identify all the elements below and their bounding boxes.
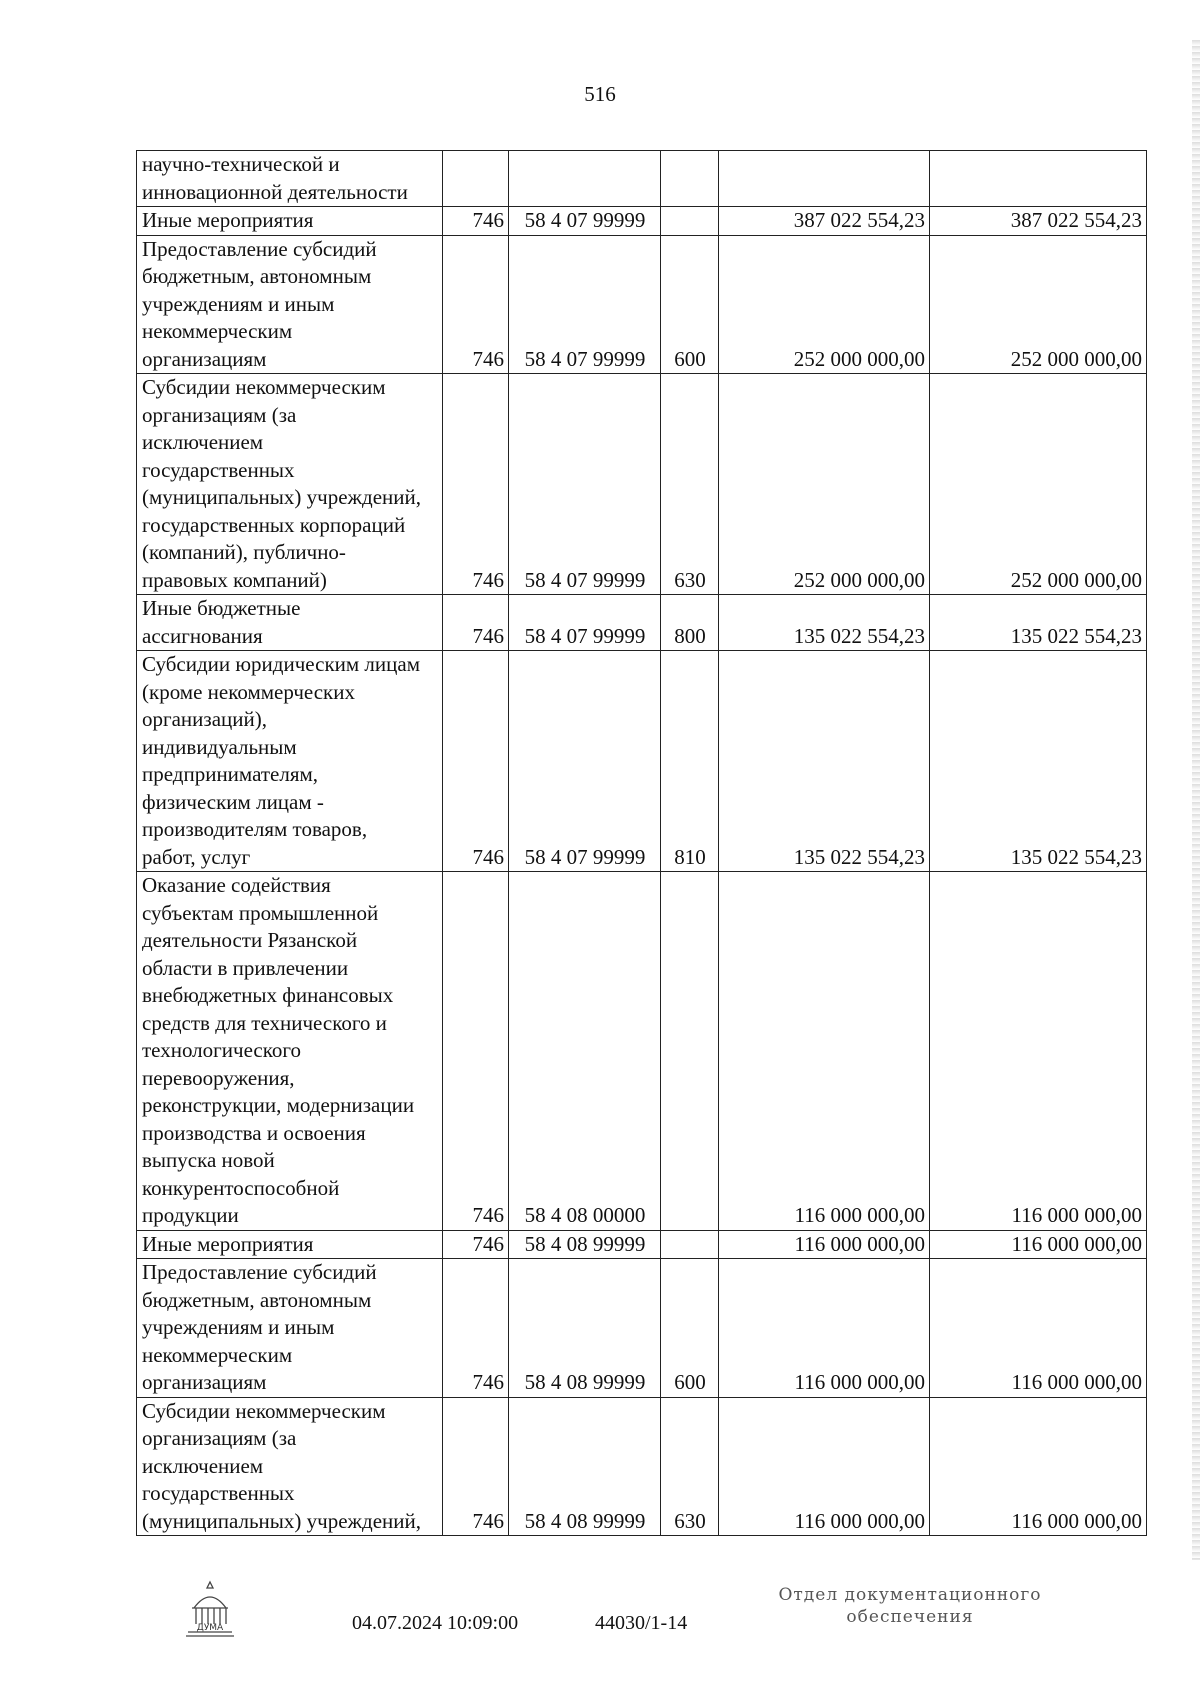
cell-amount-2: 116 000 000,00	[930, 1230, 1147, 1259]
cell-target-article: 58 4 08 99999	[509, 1397, 661, 1536]
cell-expense-type	[661, 151, 719, 207]
table-row	[137, 151, 1147, 207]
cell-name: Субсидии некоммерческим организациям (за исключением государственных (муниципальных) учреждений,	[137, 1397, 443, 1536]
budget-table	[136, 150, 1147, 1536]
cell-amount-1	[719, 151, 930, 207]
cell-amount-2: 387 022 554,23	[930, 207, 1147, 236]
footer-doc-number: 44030/1-14	[595, 1612, 688, 1634]
cell-ministry-code: 746	[443, 1230, 509, 1259]
cell-ministry-code: 746	[443, 872, 509, 1231]
table-row	[137, 374, 1147, 595]
cell-expense-type	[661, 872, 719, 1231]
cell-ministry-code: 746	[443, 651, 509, 872]
cell-ministry-code: 746	[443, 1259, 509, 1398]
cell-target-article: 58 4 07 99999	[509, 651, 661, 872]
department-line-1: Отдел документационного	[778, 1585, 1042, 1605]
cell-ministry-code: 746	[443, 374, 509, 595]
cell-name: Иные мероприятия	[137, 1230, 443, 1259]
cell-ministry-code: 746	[443, 235, 509, 374]
table-row	[137, 235, 1147, 374]
department-stamp	[760, 1584, 1060, 1628]
cell-name: научно-технической и инновационной деятельности	[137, 151, 443, 207]
cell-amount-2: 116 000 000,00	[930, 1259, 1147, 1398]
cell-target-article: 58 4 07 99999	[509, 595, 661, 651]
cell-amount-1: 116 000 000,00	[719, 1230, 930, 1259]
cell-expense-type: 630	[661, 1397, 719, 1536]
cell-ministry-code: 746	[443, 1397, 509, 1536]
cell-expense-type	[661, 1230, 719, 1259]
cell-amount-1: 116 000 000,00	[719, 872, 930, 1231]
cell-amount-1: 387 022 554,23	[719, 207, 930, 236]
cell-amount-2: 135 022 554,23	[930, 651, 1147, 872]
footer-datetime: 04.07.2024 10:09:00	[352, 1612, 519, 1634]
cell-amount-1: 135 022 554,23	[719, 651, 930, 872]
cell-ministry-code: 746	[443, 207, 509, 236]
cell-name: Субсидии некоммерческим организациям (за исключением государственных (муниципальных) учреждений, государственных корпораций (компаний), публично- правовых компаний)	[137, 374, 443, 595]
budget-table-body	[137, 151, 1147, 1536]
cell-target-article: 58 4 08 99999	[509, 1259, 661, 1398]
cell-expense-type: 810	[661, 651, 719, 872]
cell-target-article	[509, 151, 661, 207]
cell-amount-2	[930, 151, 1147, 207]
cell-name: Оказание содействия субъектам промышленной деятельности Рязанской области в привлечении внебюджетных финансовых средств для технического и технологического перевооружения, реконструкции, модернизации производства и освоения выпуска новой конкурентоспособной продукции	[137, 872, 443, 1231]
table-row	[137, 595, 1147, 651]
cell-expense-type: 800	[661, 595, 719, 651]
cell-name: Предоставление субсидий бюджетным, автономным учреждениям и иным некоммерческим организациям	[137, 235, 443, 374]
cell-name: Субсидии юридическим лицам (кроме некоммерческих организаций), индивидуальным предпринимателям, физическим лицам - производителям товаров, работ, услуг	[137, 651, 443, 872]
svg-text:ДУМА: ДУМА	[196, 1623, 224, 1633]
department-line-2: обеспечения	[846, 1607, 974, 1627]
cell-amount-2: 135 022 554,23	[930, 595, 1147, 651]
cell-ministry-code	[443, 151, 509, 207]
cell-amount-2: 252 000 000,00	[930, 374, 1147, 595]
cell-amount-1: 116 000 000,00	[719, 1259, 930, 1398]
table-row	[137, 1259, 1147, 1398]
cell-amount-1: 116 000 000,00	[719, 1397, 930, 1536]
cell-target-article: 58 4 07 99999	[509, 207, 661, 236]
scan-edge-artifact	[1192, 40, 1200, 1560]
table-row	[137, 207, 1147, 236]
cell-amount-2: 116 000 000,00	[930, 1397, 1147, 1536]
cell-target-article: 58 4 07 99999	[509, 374, 661, 595]
cell-name: Предоставление субсидий бюджетным, автономным учреждениям и иным некоммерческим организациям	[137, 1259, 443, 1398]
cell-target-article: 58 4 07 99999	[509, 235, 661, 374]
cell-amount-2: 252 000 000,00	[930, 235, 1147, 374]
page-number: 516	[584, 82, 616, 106]
cell-name: Иные мероприятия	[137, 207, 443, 236]
cell-target-article: 58 4 08 99999	[509, 1230, 661, 1259]
cell-expense-type	[661, 207, 719, 236]
cell-amount-2: 116 000 000,00	[930, 872, 1147, 1231]
cell-name: Иные бюджетные ассигнования	[137, 595, 443, 651]
cell-target-article: 58 4 08 00000	[509, 872, 661, 1231]
cell-amount-1: 135 022 554,23	[719, 595, 930, 651]
table-row	[137, 1397, 1147, 1536]
cell-ministry-code: 746	[443, 595, 509, 651]
cell-expense-type: 630	[661, 374, 719, 595]
table-row	[137, 651, 1147, 872]
table-row	[137, 1230, 1147, 1259]
cell-expense-type: 600	[661, 235, 719, 374]
cell-amount-1: 252 000 000,00	[719, 235, 930, 374]
table-row	[137, 872, 1147, 1231]
cell-expense-type: 600	[661, 1259, 719, 1398]
duma-emblem-icon	[180, 1578, 240, 1640]
cell-amount-1: 252 000 000,00	[719, 374, 930, 595]
